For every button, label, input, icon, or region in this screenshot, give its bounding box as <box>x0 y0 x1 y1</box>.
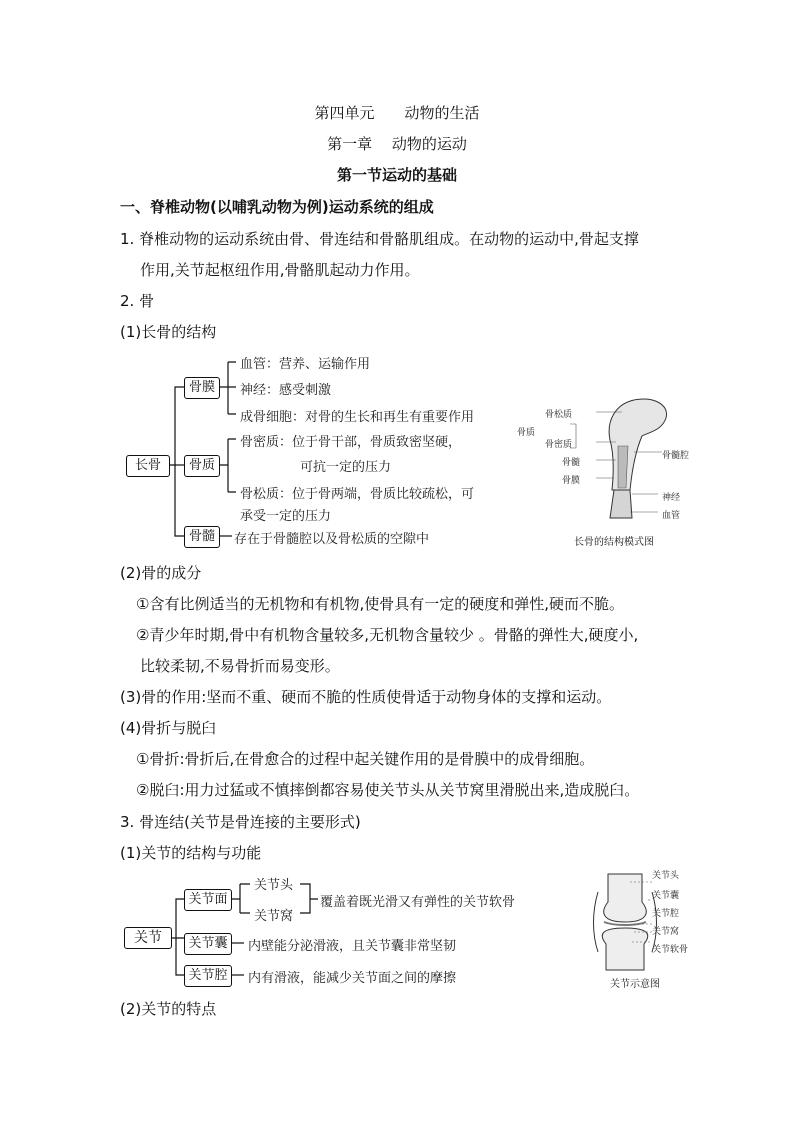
node-marrow: 骨髓 <box>184 526 220 548</box>
fig-label-nerve: 神经 <box>662 493 681 503</box>
fig-label-marrow: 骨髓 <box>562 458 581 468</box>
fig-label-joint-cavity: 关节腔 <box>652 909 680 919</box>
node-joint: 关节 <box>124 927 172 949</box>
node-bone-tissue: 骨质 <box>184 455 220 477</box>
para-3-2: (2)关节的特点 <box>120 1000 217 1018</box>
fig-label-joint-socket: 关节窝 <box>652 927 680 937</box>
para-3-1: (1)关节的结构与功能 <box>120 844 262 862</box>
dislocation: ②脱臼:用力过猛或不慎摔倒都容易使关节头从关节窝里滑脱出来,造成脱臼。 <box>136 781 640 799</box>
fig-label-spongy: 骨松质 <box>545 410 573 420</box>
section-title: 第一节运动的基础 <box>336 166 457 184</box>
node-joint-capsule: 关节囊 <box>184 933 232 955</box>
para-2-1: (1)长骨的结构 <box>120 323 217 341</box>
leaf-joint-head: 关节头 <box>254 878 294 893</box>
fig-label-cavity: 骨髓腔 <box>662 451 690 461</box>
comp-2-line2: 比较柔韧,不易骨折而易变形。 <box>140 657 340 675</box>
comp-2-line1: ②青少年时期,骨中有机物含量较多,无机物含量较少 。骨骼的弹性大,硬度小, <box>136 626 639 644</box>
leaf-marrow-desc: 存在于骨髓腔以及骨松质的空隙中 <box>234 532 430 547</box>
para-1-line1: 1. 脊椎动物的运动系统由骨、骨连结和骨骼肌组成。在动物的运动中,骨起支撑 <box>120 230 639 248</box>
leaf-compact-2: 可抗一定的压力 <box>300 460 392 475</box>
fig-label-bone: 骨质 <box>517 428 536 438</box>
fig-label-compact: 骨密质 <box>545 440 573 450</box>
para-2-3: (3)骨的作用:坚而不重、硬而不脆的性质使骨适于动物身体的支撑和运动。 <box>120 688 612 706</box>
para-2: 2. 骨 <box>120 292 155 310</box>
chapter-title: 第一章 动物的运动 <box>327 135 467 153</box>
fig-label-joint-capsule: 关节囊 <box>652 891 680 901</box>
leaf-cartilage-desc: 覆盖着既光滑又有弹性的关节软骨 <box>320 895 516 910</box>
leaf-blood-vessel: 血管：营养、运输作用 <box>240 357 371 372</box>
fracture: ①骨折:骨折后,在骨愈合的过程中起关键作用的是骨膜中的成骨细胞。 <box>136 750 595 768</box>
fig-label-joint-head: 关节头 <box>652 871 680 881</box>
unit-title: 第四单元 动物的生活 <box>314 104 480 122</box>
node-joint-cavity: 关节腔 <box>184 965 232 987</box>
leaf-joint-socket: 关节窝 <box>254 909 294 924</box>
leaf-capsule-desc: 内壁能分泌滑液，且关节囊非常坚韧 <box>248 939 457 954</box>
fig-label-vessel: 血管 <box>662 511 681 521</box>
leaf-compact-1: 骨密质：位于骨干部，骨质致密坚硬， <box>240 435 462 450</box>
fig-caption-joint: 关节示意图 <box>610 979 660 990</box>
joint-illustration <box>590 872 660 972</box>
leaf-cavity-desc: 内有滑液，能减少关节面之间的摩擦 <box>248 971 457 986</box>
node-periosteum: 骨膜 <box>184 377 220 399</box>
para-1-line2: 作用,关节起枢纽作用,骨骼肌起动力作用。 <box>140 261 420 279</box>
node-joint-surface: 关节面 <box>184 889 232 911</box>
leaf-nerve: 神经：感受刺激 <box>240 383 332 398</box>
leaf-osteoblast: 成骨细胞：对骨的生长和再生有重要作用 <box>240 410 475 425</box>
heading-part1: 一、脊椎动物(以哺乳动物为例)运动系统的组成 <box>120 198 434 216</box>
leaf-spongy-1: 骨松质：位于骨两端，骨质比较疏松，可 <box>240 487 475 502</box>
node-long-bone: 长骨 <box>126 455 170 477</box>
comp-1: ①含有比例适当的无机物和有机物,使骨具有一定的硬度和弹性,硬而不脆。 <box>136 595 624 613</box>
para-2-2: (2)骨的成分 <box>120 564 202 582</box>
fig-label-periosteum: 骨膜 <box>562 476 581 486</box>
para-2-4: (4)骨折与脱臼 <box>120 719 217 737</box>
fig-caption-bone: 长骨的结构模式图 <box>574 537 654 548</box>
fig-label-joint-cartilage: 关节软骨 <box>652 945 689 955</box>
para-3: 3. 骨连结(关节是骨连接的主要形式) <box>120 813 361 831</box>
leaf-spongy-2: 承受一定的压力 <box>240 509 332 524</box>
